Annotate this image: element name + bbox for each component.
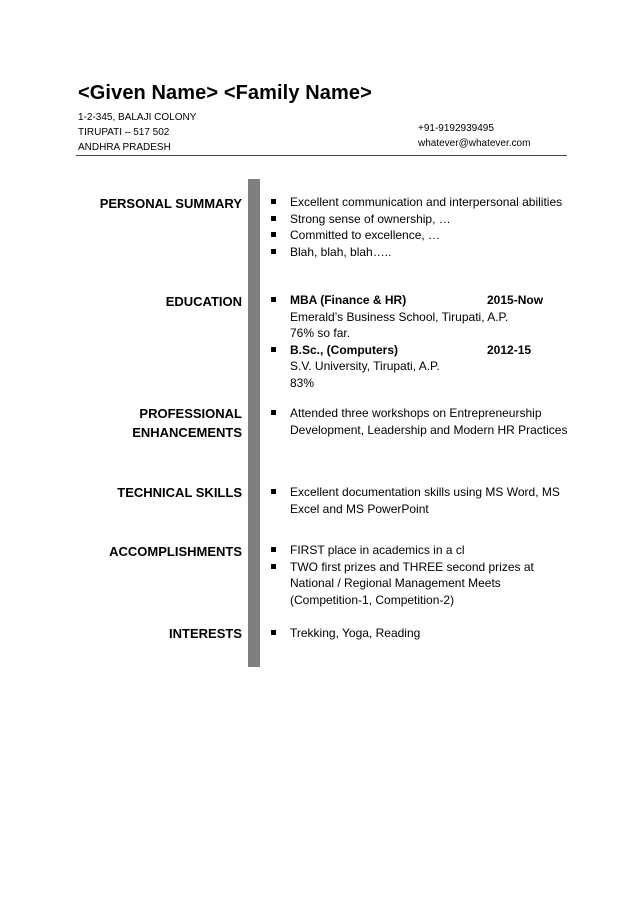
bullet-icon	[271, 410, 276, 415]
section-label-accomplishments: ACCOMPLISHMENTS	[109, 544, 242, 559]
section-technical-skills	[272, 484, 572, 517]
list-item: Strong sense of ownership, …	[272, 211, 572, 228]
phone-number: +91-9192939495	[418, 123, 494, 134]
list-item: Committed to excellence, …	[272, 227, 572, 244]
bullet-icon	[271, 547, 276, 552]
address-block	[78, 110, 196, 155]
list-item: FIRST place in academics in a cl	[272, 542, 572, 559]
bullet-icon	[271, 216, 276, 221]
section-education	[272, 292, 572, 391]
candidate-name: <Given Name> <Family Name>	[78, 82, 372, 104]
score: 83%	[290, 375, 315, 390]
section-label-education: EDUCATION	[165, 294, 242, 309]
section-accomplishments	[272, 542, 572, 608]
bullet-icon	[271, 489, 276, 494]
list-item: Excellent documentation skills using MS Word, MS Excel and MS PowerPoint	[272, 484, 572, 517]
section-label-technical-skills: TECHNICAL SKILLS	[117, 485, 242, 500]
institution: S.V. University, Tirupati, A.P.	[290, 359, 440, 373]
section-label-interests: INTERESTS	[169, 626, 242, 641]
bullet-icon	[271, 347, 276, 352]
address-line: ANDHRA PRADESH	[78, 142, 171, 153]
section-personal-summary	[272, 194, 572, 260]
degree-year: 2012-15	[487, 342, 532, 357]
bullet-icon	[271, 564, 276, 569]
contact-block	[418, 121, 530, 151]
section-label-professional: PROFESSIONAL ENHANCEMENTS	[132, 406, 242, 440]
education-entry	[272, 292, 572, 342]
header-divider	[76, 155, 567, 156]
bullet-icon	[271, 249, 276, 254]
address-line: 1-2-345, BALAJI COLONY	[78, 112, 197, 123]
list-item: TWO first prizes and THREE second prizes at National / Regional Management Meets (Competition-1, Competition-2)	[272, 559, 572, 609]
institution: Emerald’s Business School, Tirupati, A.P.	[290, 309, 509, 324]
education-entry	[272, 342, 572, 392]
bullet-icon	[271, 297, 276, 302]
list-item: Excellent communication and interpersonal abilities	[272, 194, 572, 211]
bullet-icon	[271, 199, 276, 204]
degree-title: B.Sc., (Computers)	[290, 342, 399, 357]
score: 76% so far.	[290, 326, 351, 340]
list-item: Trekking, Yoga, Reading	[272, 625, 572, 642]
bullet-icon	[271, 630, 276, 635]
bullet-icon	[271, 232, 276, 237]
section-divider-bar	[248, 179, 260, 667]
section-interests	[272, 625, 572, 642]
degree-year: 2015-Now	[487, 293, 544, 307]
section-professional	[272, 405, 572, 438]
address-line: TIRUPATI – 517 502	[78, 127, 170, 138]
email-address: whatever@whatever.com	[418, 138, 531, 149]
degree-title: MBA (Finance & HR)	[290, 293, 407, 307]
list-item: Blah, blah, blah…..	[272, 244, 572, 261]
list-item: Attended three workshops on Entrepreneurship Development, Leadership and Modern HR Practices	[272, 405, 572, 438]
section-label-personal-summary: PERSONAL SUMMARY	[99, 196, 242, 211]
